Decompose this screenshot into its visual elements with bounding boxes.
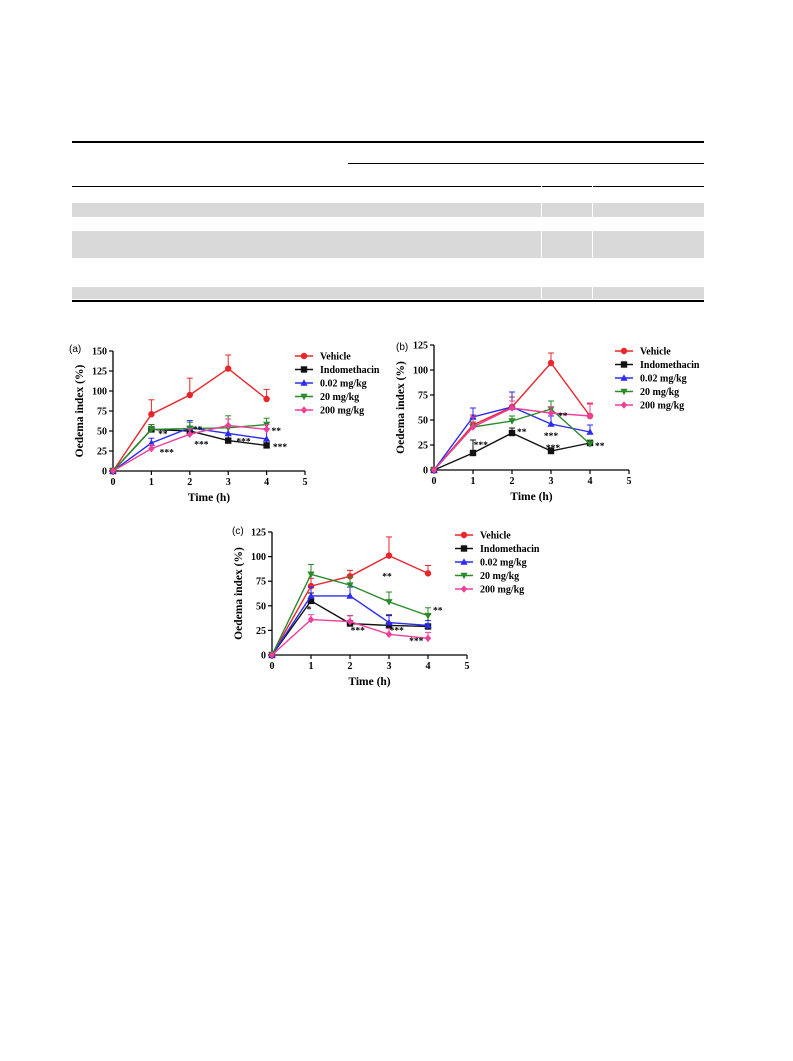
x-tick-label: 5 xyxy=(626,476,632,487)
data-point xyxy=(263,426,269,434)
series-layer xyxy=(109,355,270,475)
significance-label: ** xyxy=(382,572,392,583)
legend-marker xyxy=(621,361,627,367)
legend-label: 20 mg/kg xyxy=(640,387,680,398)
series-200-mg-kg xyxy=(431,401,593,474)
legend-marker xyxy=(461,585,467,593)
y-tick-label: 125 xyxy=(92,366,107,378)
legend-marker xyxy=(461,532,467,538)
series-20-mg-kg xyxy=(268,564,431,658)
y-tick-label: 25 xyxy=(418,440,428,452)
data-point xyxy=(425,570,431,576)
panel-label: (c) xyxy=(232,526,244,537)
chart-b xyxy=(393,338,698,505)
x-tick-label: 5 xyxy=(302,477,308,488)
chart-c xyxy=(227,522,542,690)
data-point xyxy=(386,552,392,558)
legend-marker xyxy=(621,401,627,409)
axes xyxy=(92,347,308,489)
data-point xyxy=(263,442,269,448)
x-tick-label: 5 xyxy=(464,661,470,672)
legend-marker xyxy=(301,366,307,372)
table-row-band xyxy=(72,287,704,299)
y-tick-label: 150 xyxy=(92,346,107,358)
series-layer xyxy=(430,353,593,474)
legend-label: 200 mg/kg xyxy=(640,400,685,412)
significance-label: *** xyxy=(389,626,404,637)
significance-label: *** xyxy=(159,448,174,459)
y-tick-label: 75 xyxy=(418,390,428,402)
y-tick-label: 0 xyxy=(102,466,107,478)
data-point xyxy=(225,437,231,443)
table-header-rule xyxy=(72,186,704,187)
y-tick-label: 125 xyxy=(251,527,266,539)
y-tick-label: 100 xyxy=(413,365,428,377)
y-tick-label: 25 xyxy=(256,625,266,637)
legend-label: 20 mg/kg xyxy=(480,571,520,582)
series-vehicle xyxy=(431,353,593,473)
significance-label: ** xyxy=(433,606,443,617)
y-tick-label: 50 xyxy=(97,426,107,438)
y-axis-title: Oedema index (%) xyxy=(74,364,86,458)
legend-label: 200 mg/kg xyxy=(480,584,525,596)
significance-label: *** xyxy=(350,626,365,637)
y-tick-label: 25 xyxy=(97,446,107,458)
table-top-rule xyxy=(72,141,704,143)
significance-label: *** xyxy=(543,432,559,442)
x-tick-label: 4 xyxy=(587,476,593,487)
significance-label: ** xyxy=(192,425,203,436)
x-axis-title: Time (h) xyxy=(187,492,231,504)
legend-label: 0.02 mg/kg xyxy=(480,557,527,569)
significance-label: *** xyxy=(473,441,488,451)
x-axis-title: Time (h) xyxy=(510,491,553,503)
data-point xyxy=(509,430,515,436)
y-axis-title: Oedema index (%) xyxy=(233,547,245,640)
legend-marker xyxy=(621,348,627,354)
legend-label: Vehicle xyxy=(480,530,511,542)
legend-marker xyxy=(301,406,307,414)
x-tick-label: 1 xyxy=(308,661,314,672)
significance-label: *** xyxy=(236,437,251,448)
series-20-mg-kg xyxy=(430,401,593,474)
legend-label: 0.02 mg/kg xyxy=(640,373,687,385)
legend xyxy=(295,352,380,417)
series-layer xyxy=(268,537,431,659)
significance-label: *** xyxy=(545,444,561,454)
x-tick-label: 1 xyxy=(148,477,154,488)
table-column-separator xyxy=(592,165,593,300)
x-axis-title: Time (h) xyxy=(348,676,391,688)
y-tick-label: 0 xyxy=(261,650,266,662)
axes xyxy=(251,528,470,673)
data-point xyxy=(148,445,154,453)
data-point xyxy=(425,634,431,642)
legend xyxy=(615,347,700,412)
significance-label: *** xyxy=(194,440,209,451)
y-tick-label: 100 xyxy=(92,386,107,398)
y-tick-label: 50 xyxy=(256,601,266,613)
x-tick-label: 4 xyxy=(264,477,270,488)
series-indomethacin xyxy=(431,428,593,473)
legend-label: Indomethacin xyxy=(480,544,540,555)
data-point xyxy=(548,360,554,366)
x-tick-label: 2 xyxy=(187,477,193,488)
panel-label: (b) xyxy=(396,342,409,353)
chart-a xyxy=(65,340,395,505)
legend-marker xyxy=(301,353,307,359)
x-tick-label: 4 xyxy=(425,661,431,672)
y-tick-label: 50 xyxy=(418,415,428,427)
data-point xyxy=(187,392,193,398)
significance-label: ** xyxy=(517,428,527,438)
series-200-mg-kg xyxy=(269,615,431,659)
data-point xyxy=(424,613,431,620)
x-tick-label: 2 xyxy=(347,661,353,672)
legend-label: 0.02 mg/kg xyxy=(320,378,367,390)
y-tick-label: 0 xyxy=(423,465,428,477)
x-tick-label: 3 xyxy=(386,661,392,672)
data-point xyxy=(263,396,269,402)
data-point xyxy=(148,411,154,417)
legend-label: 20 mg/kg xyxy=(320,392,360,403)
x-tick-label: 3 xyxy=(548,476,554,487)
table-column-separator xyxy=(541,165,542,300)
panel-label: (a) xyxy=(69,344,82,355)
legend-marker xyxy=(461,545,467,551)
significance-label: ** xyxy=(595,442,605,452)
table-bottom-rule xyxy=(72,300,704,302)
legend xyxy=(455,531,540,596)
significance-label: *** xyxy=(272,443,288,453)
significance-label: ** xyxy=(271,427,281,437)
table-header-subrule xyxy=(348,163,704,164)
table-row-band xyxy=(72,231,704,258)
x-tick-label: 1 xyxy=(470,476,476,487)
y-axis-title: Oedema index (%) xyxy=(395,361,407,454)
legend-label: Vehicle xyxy=(640,346,671,358)
significance-label: * xyxy=(306,605,312,616)
significance-label: ** xyxy=(557,412,568,422)
x-tick-label: 3 xyxy=(225,477,231,488)
x-tick-label: 0 xyxy=(110,477,116,488)
significance-label: ** xyxy=(158,430,168,441)
x-tick-label: 0 xyxy=(431,476,437,487)
legend-label: Indomethacin xyxy=(640,360,700,371)
y-tick-label: 100 xyxy=(251,552,266,564)
legend-label: Indomethacin xyxy=(320,365,380,376)
y-tick-label: 75 xyxy=(256,576,266,588)
x-tick-label: 0 xyxy=(269,661,275,672)
y-tick-label: 125 xyxy=(413,340,428,352)
table-row-band xyxy=(72,203,704,217)
data-point xyxy=(225,365,231,371)
legend-label: 200 mg/kg xyxy=(320,405,365,417)
y-tick-label: 75 xyxy=(97,406,107,418)
x-tick-label: 2 xyxy=(509,476,515,487)
significance-label: *** xyxy=(409,637,424,648)
legend-label: Vehicle xyxy=(320,351,351,363)
